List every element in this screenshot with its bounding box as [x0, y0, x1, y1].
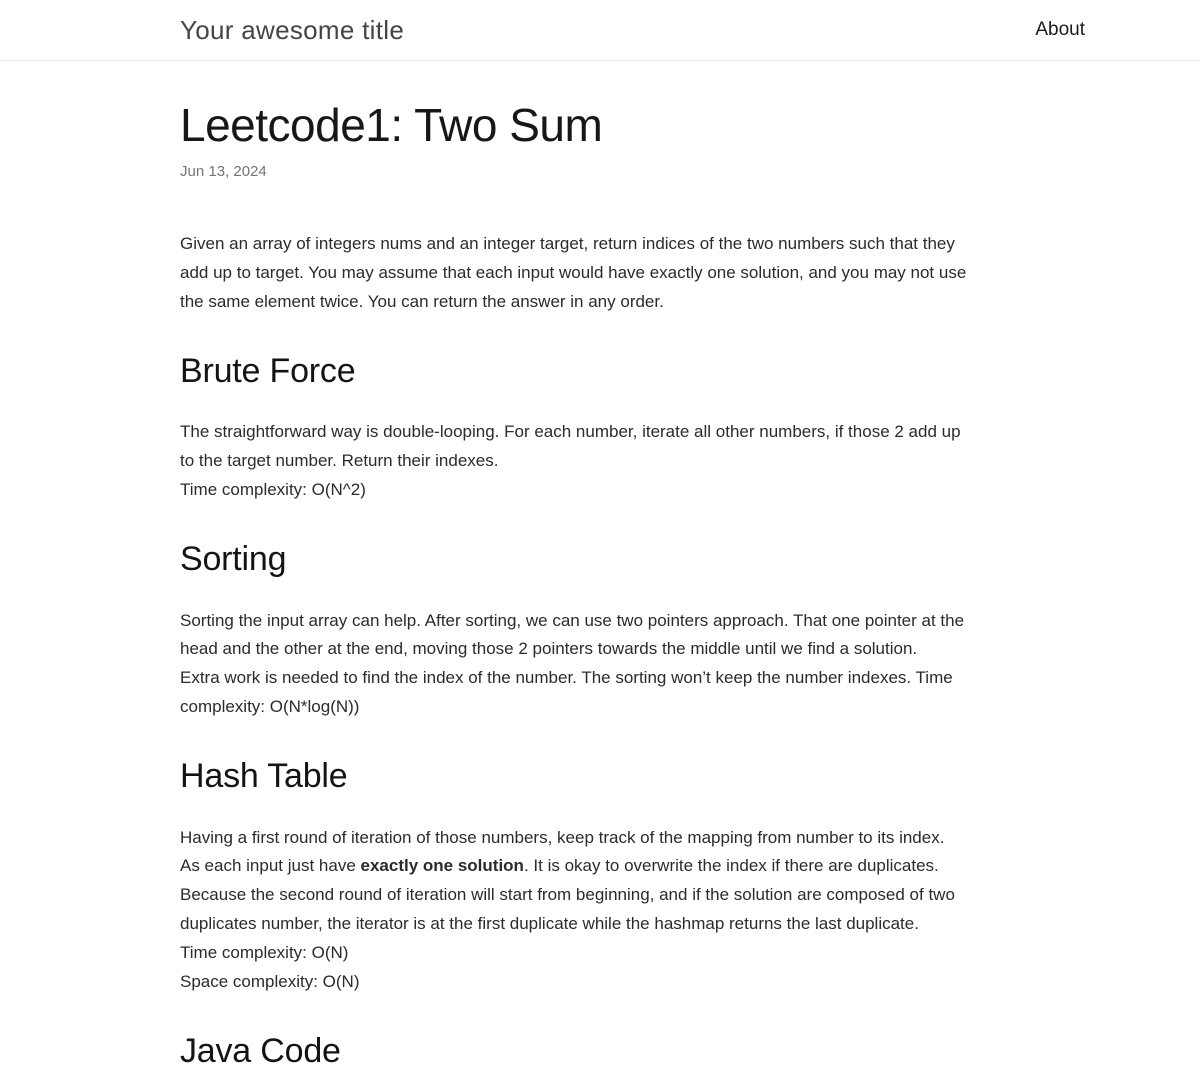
paragraph-line: As each input just have exactly one solution. It is okay to overwrite the index if there are duplicates.: [180, 856, 939, 876]
nav-about-link[interactable]: About: [1035, 19, 1085, 40]
hash-table-paragraph: [180, 824, 1085, 997]
paragraph-line: head and the other at the end, moving those 2 pointers towards the middle until we find a solution.: [180, 639, 918, 659]
header-nav: [1035, 19, 1085, 41]
paragraph-line: to the target number. Return their indexes.: [180, 451, 499, 471]
post-date: Jun 13, 2024: [180, 163, 267, 181]
bold-text: exactly one solution: [360, 856, 524, 876]
paragraph-line: the same element twice. You can return the answer in any order.: [180, 291, 664, 311]
paragraph-line: Time complexity: O(N): [180, 943, 349, 963]
section-heading-brute-force: Brute Force: [180, 351, 356, 390]
section-heading-hash-table: Hash Table: [180, 757, 348, 796]
paragraph-line: Having a first round of iteration of those numbers, keep track of the mapping from number to its index.: [180, 827, 945, 847]
paragraph-line: complexity: O(N*log(N)): [180, 697, 360, 717]
paragraph-line: Time complexity: O(N^2): [180, 480, 366, 500]
paragraph-line: duplicates number, the iterator is at the first duplicate while the hashmap returns the last duplicate.: [180, 914, 919, 934]
site-title-link[interactable]: Your awesome title: [180, 14, 405, 45]
sorting-paragraph: [180, 607, 1085, 723]
paragraph-line: The straightforward way is double-looping. For each number, iterate all other numbers, if those 2 add up: [180, 422, 961, 442]
paragraph-line: Sorting the input array can help. After sorting, we can use two pointers approach. That one pointer at the: [180, 610, 965, 630]
post-article: [180, 98, 1085, 1072]
paragraph-line: Given an array of integers nums and an integer target, return indices of the two numbers such that they: [180, 234, 955, 254]
paragraph-line: Extra work is needed to find the index of the number. The sorting won’t keep the number indexes. Time: [180, 668, 953, 688]
brute-force-paragraph: [180, 418, 1085, 505]
site-header: [0, 0, 1200, 61]
post-title: Leetcode1: Two Sum: [180, 99, 603, 151]
section-heading-sorting: Sorting: [180, 540, 287, 579]
paragraph-line: add up to target. You may assume that each input would have exactly one solution, and you may not use: [180, 263, 967, 283]
paragraph-line: Because the second round of iteration will start from beginning, and if the solution are composed of two: [180, 885, 955, 905]
section-heading-java-code: Java Code: [180, 1031, 341, 1070]
intro-paragraph: [180, 230, 1085, 317]
paragraph-line: Space complexity: O(N): [180, 972, 360, 992]
